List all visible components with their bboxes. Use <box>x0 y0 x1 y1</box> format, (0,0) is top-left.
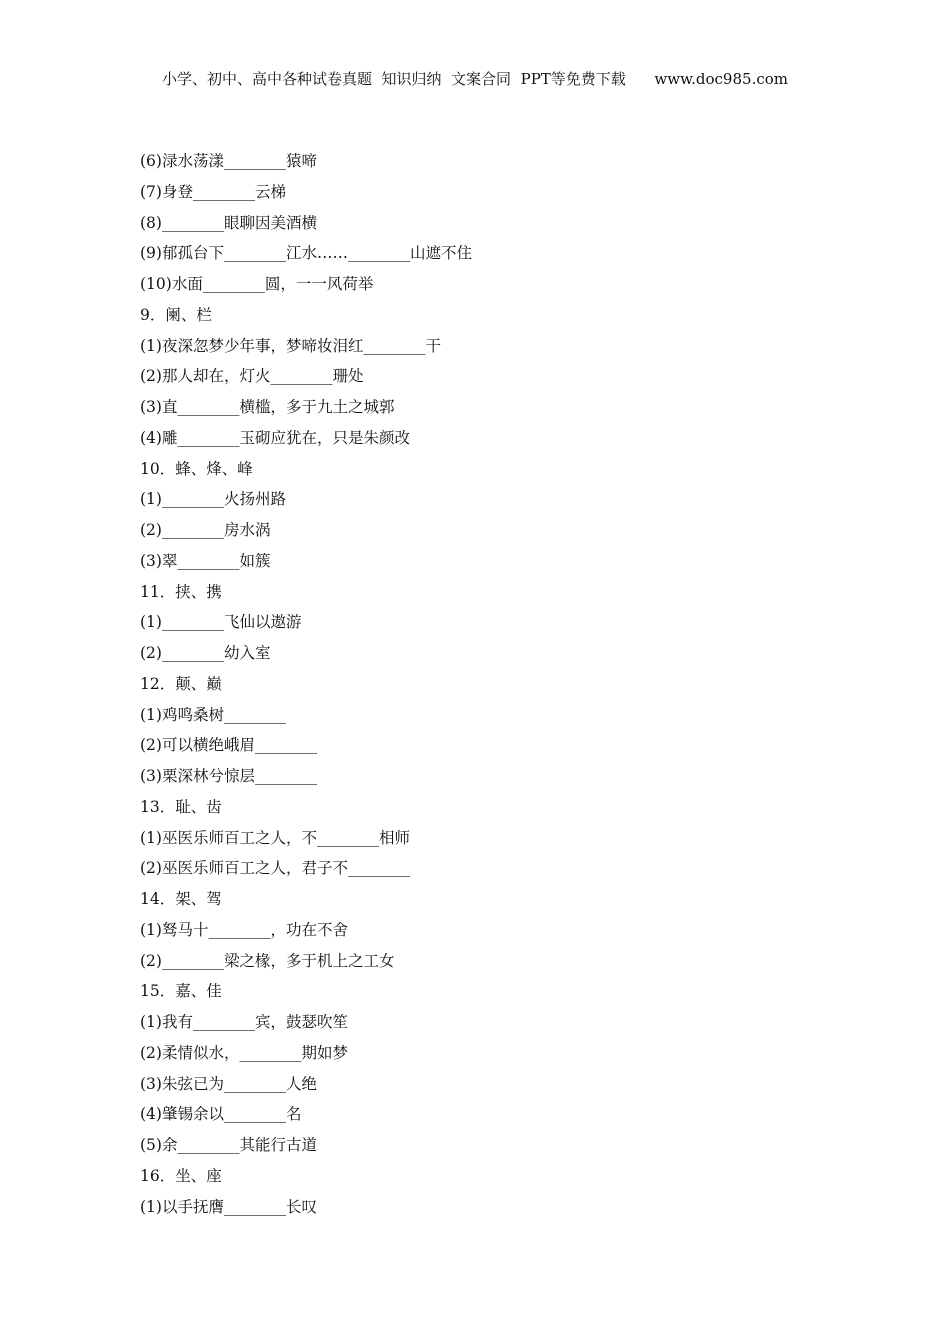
section-heading: 10．蜂、烽、峰 <box>140 459 253 478</box>
list-item: (8)________眼聊因美酒横 <box>140 213 317 232</box>
list-item: (1)________火扬州路 <box>140 490 286 509</box>
list-item: (9)郁孤台下________江水……________山遮不住 <box>140 244 472 263</box>
section-heading: 16．坐、座 <box>140 1166 222 1185</box>
list-item: (7)身登________云梯 <box>140 182 286 201</box>
list-item: (2)可以横绝峨眉________ <box>140 736 317 755</box>
list-item: (2)________梁之椽，多于机上之工女 <box>140 951 395 970</box>
section-heading: 9．阑、栏 <box>140 305 212 324</box>
list-item: (1)巫医乐师百工之人，不________相师 <box>140 828 410 847</box>
list-item: (1)以手抚膺________长叹 <box>140 1197 317 1216</box>
list-item: (3)朱弦已为________人绝 <box>140 1074 317 1093</box>
list-item: (6)渌水荡漾________猿啼 <box>140 152 317 170</box>
exercise-list <box>140 146 840 1222</box>
page-header: 小学、初中、高中各种试卷真题 知识归纳 文案合同 PPT等免费下载 www.doc985.com <box>161 70 788 88</box>
list-item: (1)我有________宾，鼓瑟吹笙 <box>140 1013 348 1031</box>
list-item: (1)夜深忽梦少年事，梦啼妆泪红________干 <box>140 336 441 355</box>
section-heading: 13．耻、齿 <box>140 797 222 816</box>
list-item: (4)肇锡余以________名 <box>140 1105 302 1124</box>
section-heading: 15．嘉、佳 <box>140 982 222 1001</box>
list-item: (2)________房水涡 <box>140 521 271 539</box>
list-item: (3)直________横槛，多于九土之城郭 <box>140 398 395 416</box>
list-item: (3)栗深林兮惊层________ <box>140 767 317 785</box>
section-heading: 11．挟、携 <box>140 582 222 601</box>
list-item: (3)翠________如簇 <box>140 551 271 570</box>
list-item: (5)余________其能行古道 <box>140 1136 317 1154</box>
list-item: (10)水面________圆，一一风荷举 <box>140 275 374 293</box>
list-item: (1)________飞仙以遨游 <box>140 613 302 632</box>
section-heading: 14．架、驾 <box>140 890 222 908</box>
list-item: (2)________幼入室 <box>140 644 271 662</box>
list-item: (2)巫医乐师百工之人，君子不________ <box>140 859 410 878</box>
list-item: (1)驽马十________，功在不舍 <box>140 920 348 939</box>
list-item: (4)雕________玉砌应犹在，只是朱颜改 <box>140 428 410 447</box>
list-item: (1)鸡鸣桑树________ <box>140 705 286 724</box>
list-item: (2)柔情似水，________期如梦 <box>140 1043 348 1062</box>
section-heading: 12．颠、巅 <box>140 674 222 693</box>
list-item: (2)那人却在，灯火________珊处 <box>140 367 364 386</box>
